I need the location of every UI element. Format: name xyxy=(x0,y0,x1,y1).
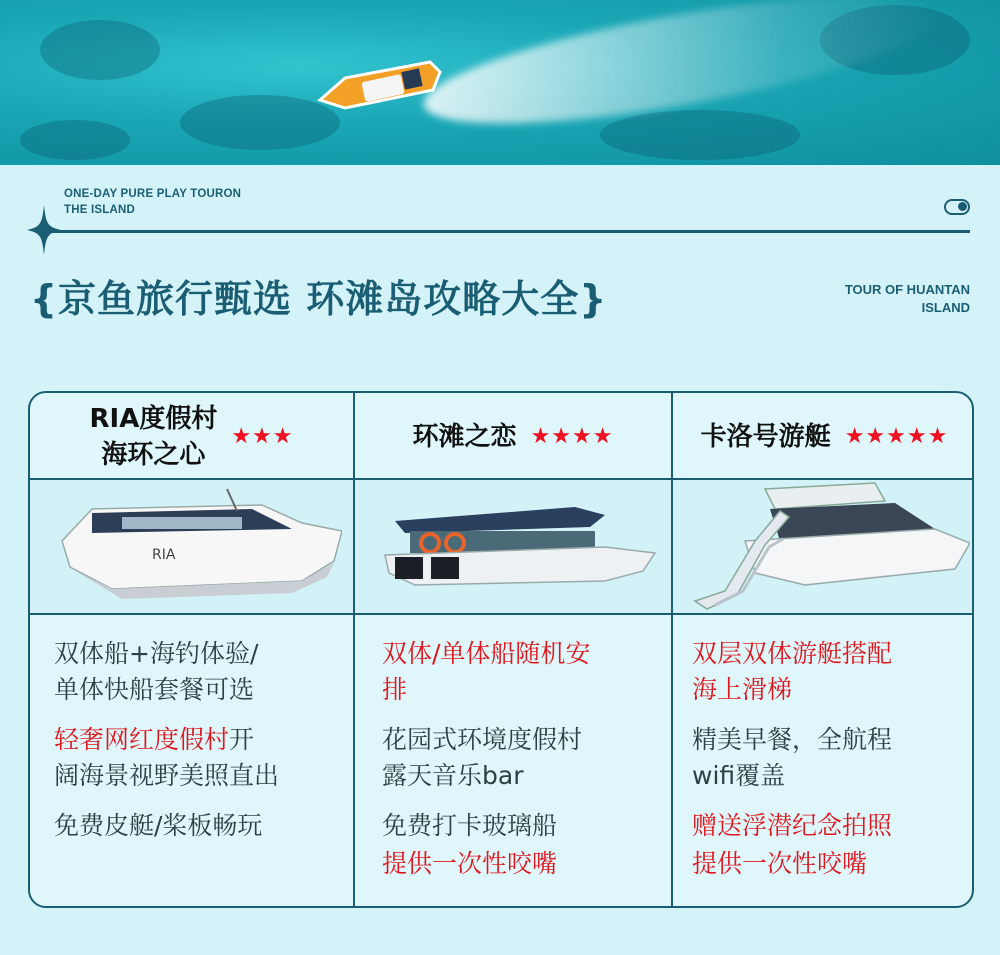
detail-paragraph xyxy=(382,846,668,882)
hero-ocean-photo xyxy=(0,0,1000,165)
package-name-line2: 海环之心 xyxy=(101,439,206,470)
svg-text:RIA: RIA xyxy=(152,547,176,563)
star-rating: ★★★★ xyxy=(530,424,614,449)
detail-paragraph xyxy=(692,636,972,708)
page-title: {京鱼旅行甄选 环滩岛攻略大全} xyxy=(30,277,608,321)
detail-text: 双体船+海钓体验/ xyxy=(54,639,259,668)
detail-text-highlight: 提供一次性咬嘴 xyxy=(692,849,868,878)
star-rating: ★★★ xyxy=(231,424,294,449)
package-name xyxy=(90,401,218,473)
subtitle-line1: TOUR OF HUANTAN xyxy=(844,282,970,297)
detail-text: 花园式环境度假村 xyxy=(382,725,583,754)
detail-text-highlight: 轻奢网红度假村 xyxy=(54,725,230,754)
detail-paragraph xyxy=(692,722,972,794)
detail-text: wifi覆盖 xyxy=(692,761,786,790)
package-details-kaluo xyxy=(692,636,972,896)
detail-text: 阔海景视野美照直出 xyxy=(54,761,280,790)
star-rating: ★★★★★ xyxy=(844,424,949,449)
detail-text-highlight: 赠送浮潜纪念拍照 xyxy=(692,811,893,840)
column-header-kaluo xyxy=(673,393,974,480)
detail-text: 免费打卡玻璃船 xyxy=(382,811,558,840)
tagline-line1: ONE-DAY PURE PLAY TOURON xyxy=(64,188,242,200)
detail-text-highlight: 排 xyxy=(382,675,408,704)
column-header-ria xyxy=(30,393,353,480)
subtitle-line2: ISLAND xyxy=(921,300,970,315)
toggle-icon xyxy=(944,199,970,215)
detail-text: 精美早餐，全航程 xyxy=(692,725,893,754)
boat-image-glass-boat xyxy=(375,481,660,615)
detail-paragraph xyxy=(382,636,668,708)
detail-paragraph xyxy=(382,722,668,794)
package-name: 卡洛号游艇 xyxy=(700,421,831,452)
toggle-knob xyxy=(958,202,967,211)
detail-paragraph xyxy=(382,808,668,844)
detail-text-highlight: 提供一次性咬嘴 xyxy=(382,849,558,878)
boat-image-yacht-slide xyxy=(685,481,970,615)
tagline xyxy=(64,186,241,218)
detail-paragraph xyxy=(54,722,350,794)
divider-line xyxy=(44,230,970,233)
detail-text: 单体快船套餐可选 xyxy=(54,675,255,704)
boat-image-catamaran xyxy=(52,481,342,615)
package-name-line1: RIA度假村 xyxy=(89,403,218,434)
package-details-ria xyxy=(54,636,350,858)
speedboat-icon xyxy=(315,60,445,110)
page-subtitle xyxy=(845,281,970,317)
detail-text-highlight: 双层双体游艇搭配 xyxy=(692,639,893,668)
comparison-table xyxy=(28,391,974,908)
detail-paragraph xyxy=(692,846,972,882)
detail-text: 露天音乐bar xyxy=(382,761,524,790)
tagline-line2: THE ISLAND xyxy=(64,204,135,216)
column-header-huantan xyxy=(355,393,671,480)
detail-text-highlight: 海上滑梯 xyxy=(692,675,793,704)
detail-text: 开 xyxy=(229,725,255,754)
detail-text-highlight: 双体/单体船随机安 xyxy=(382,639,591,668)
detail-paragraph xyxy=(692,808,972,844)
detail-paragraph xyxy=(54,808,350,844)
detail-text: 免费皮艇/桨板畅玩 xyxy=(54,811,263,840)
package-name: 环滩之恋 xyxy=(412,421,517,452)
package-details-huantan xyxy=(382,636,668,896)
detail-paragraph xyxy=(54,636,350,708)
